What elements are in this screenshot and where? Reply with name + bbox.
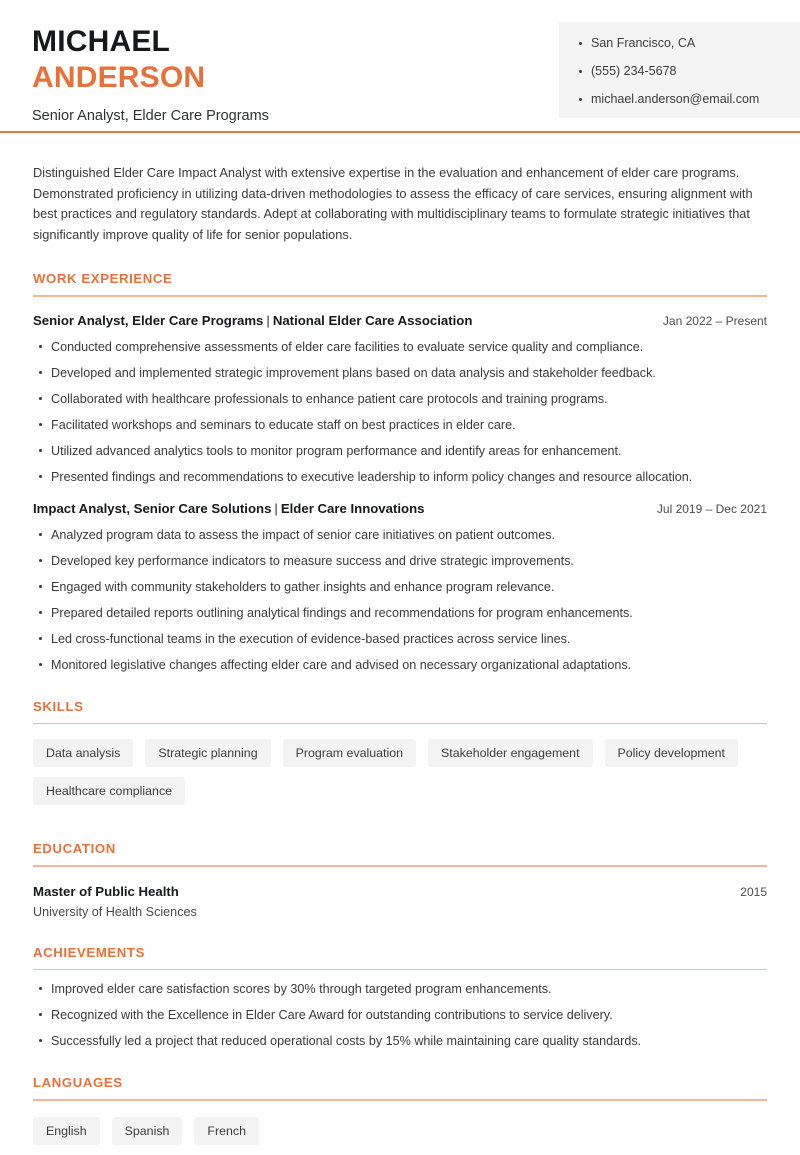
section-skills [33,699,767,816]
experience-company: National Elder Care Association [272,312,473,328]
contact-info-box [559,22,800,118]
experience-entry-header [33,501,767,516]
first-name: MICHAEL [32,25,171,58]
education-entry [33,884,767,919]
section-title-languages: LANGUAGES [33,1075,123,1090]
list-item: Monitored legislative changes affecting elder care and advised on necessary organizational adaptations. [33,657,767,673]
list-item: Facilitated workshops and seminars to educate staff on best practices in elder care. [33,417,767,433]
experience-separator: | [266,312,270,328]
section-divider-skills [33,723,767,725]
experience-role: Impact Analyst, Senior Care Solutions [33,500,272,516]
section-achievements [33,945,767,1050]
education-entry-header [33,884,767,899]
experience-bullet-list [33,527,767,673]
experience-company: Elder Care Innovations [280,500,425,516]
section-title-education: EDUCATION [33,841,116,856]
name-block [32,26,269,125]
list-item: Successfully led a project that reduced operational costs by 15% while maintaining care quality standards. [33,1033,767,1049]
section-divider-languages [33,1099,767,1101]
list-item: Conducted comprehensive assessments of elder care facilities to evaluate service quality and compliance. [33,339,767,355]
section-divider-education [33,865,767,867]
skills-list [33,739,767,815]
list-item: Engaged with community stakeholders to gather insights and enhance program relevance. [33,579,767,595]
section-title-skills: SKILLS [33,698,84,714]
list-item: Developed key performance indicators to measure success and drive strategic improvements. [33,553,767,569]
header-job-title: Senior Analyst, Elder Care Programs [32,108,269,124]
header-divider [0,131,800,133]
resume-header [0,0,800,133]
section-education [33,841,767,919]
section-title-experience: WORK EXPERIENCE [33,271,173,286]
list-item: Collaborated with healthcare professionals to enhance patient care protocols and training programs. [33,391,767,407]
list-item: Led cross-functional teams in the execution of evidence-based practices across service lines. [33,631,767,647]
skill-pill: Program evaluation [283,739,416,767]
skill-pill: Data analysis [33,739,133,767]
skill-pill: Healthcare compliance [33,777,185,805]
education-year: 2015 [740,884,767,899]
skill-pill: Strategic planning [145,739,270,767]
skill-pill: Stakeholder engagement [428,739,592,767]
list-item: Improved elder care satisfaction scores by 30% through targeted program enhancements. [33,981,767,997]
experience-bullet-list [33,339,767,485]
education-degree: Master of Public Health [33,883,179,899]
contact-email: michael.anderson@email.com [579,92,800,107]
language-pill: French [194,1117,259,1145]
skill-pill: Policy development [605,739,738,767]
experience-title-line [33,313,472,328]
list-item: Developed and implemented strategic improvement plans based on data analysis and stakeholder feedback. [33,365,767,381]
experience-date: Jan 2022 – Present [662,313,767,328]
list-item: Prepared detailed reports outlining analytical findings and recommendations for program enhancements. [33,605,767,621]
contact-location: San Francisco, CA [579,36,800,51]
languages-list [33,1117,767,1155]
experience-role: Senior Analyst, Elder Care Programs [33,312,264,328]
contact-phone: (555) 234-5678 [579,64,800,79]
achievements-list [33,981,767,1049]
section-divider-experience [33,295,767,297]
experience-date: Jul 2019 – Dec 2021 [656,501,767,516]
list-item: Utilized advanced analytics tools to monitor program performance and identify areas for enhancement. [33,443,767,459]
section-title-achievements: ACHIEVEMENTS [33,944,145,960]
experience-entry [33,313,767,485]
experience-separator: | [274,500,278,516]
language-pill: English [33,1117,100,1145]
experience-title-line [33,501,424,516]
section-divider-achievements [33,969,767,971]
experience-entry-header [33,313,767,328]
last-name: ANDERSON [32,61,206,94]
list-item: Analyzed program data to assess the impact of senior care initiatives on patient outcomes. [33,527,767,543]
experience-entry [33,501,767,673]
list-item: Presented findings and recommendations to executive leadership to inform policy changes and resource allocation. [33,469,767,485]
section-languages [33,1075,767,1155]
resume-body [0,163,800,1155]
list-item: Recognized with the Excellence in Elder Care Award for outstanding contributions to service delivery. [33,1007,767,1023]
education-school: University of Health Sciences [33,904,197,919]
section-work-experience [33,271,767,673]
professional-summary: Distinguished Elder Care Impact Analyst with extensive expertise in the evaluation and enhancement of elder care programs. Demonstrated proficiency in utilizing data-driven methodologies to assess the efficacy of care services, ensuring alignment with best practices and regulatory standards. Adept at collaborating with multidisciplinary teams to formulate strategic initiatives that significantly improve quality of life for senior populations. [33,165,753,242]
language-pill: Spanish [112,1117,183,1145]
